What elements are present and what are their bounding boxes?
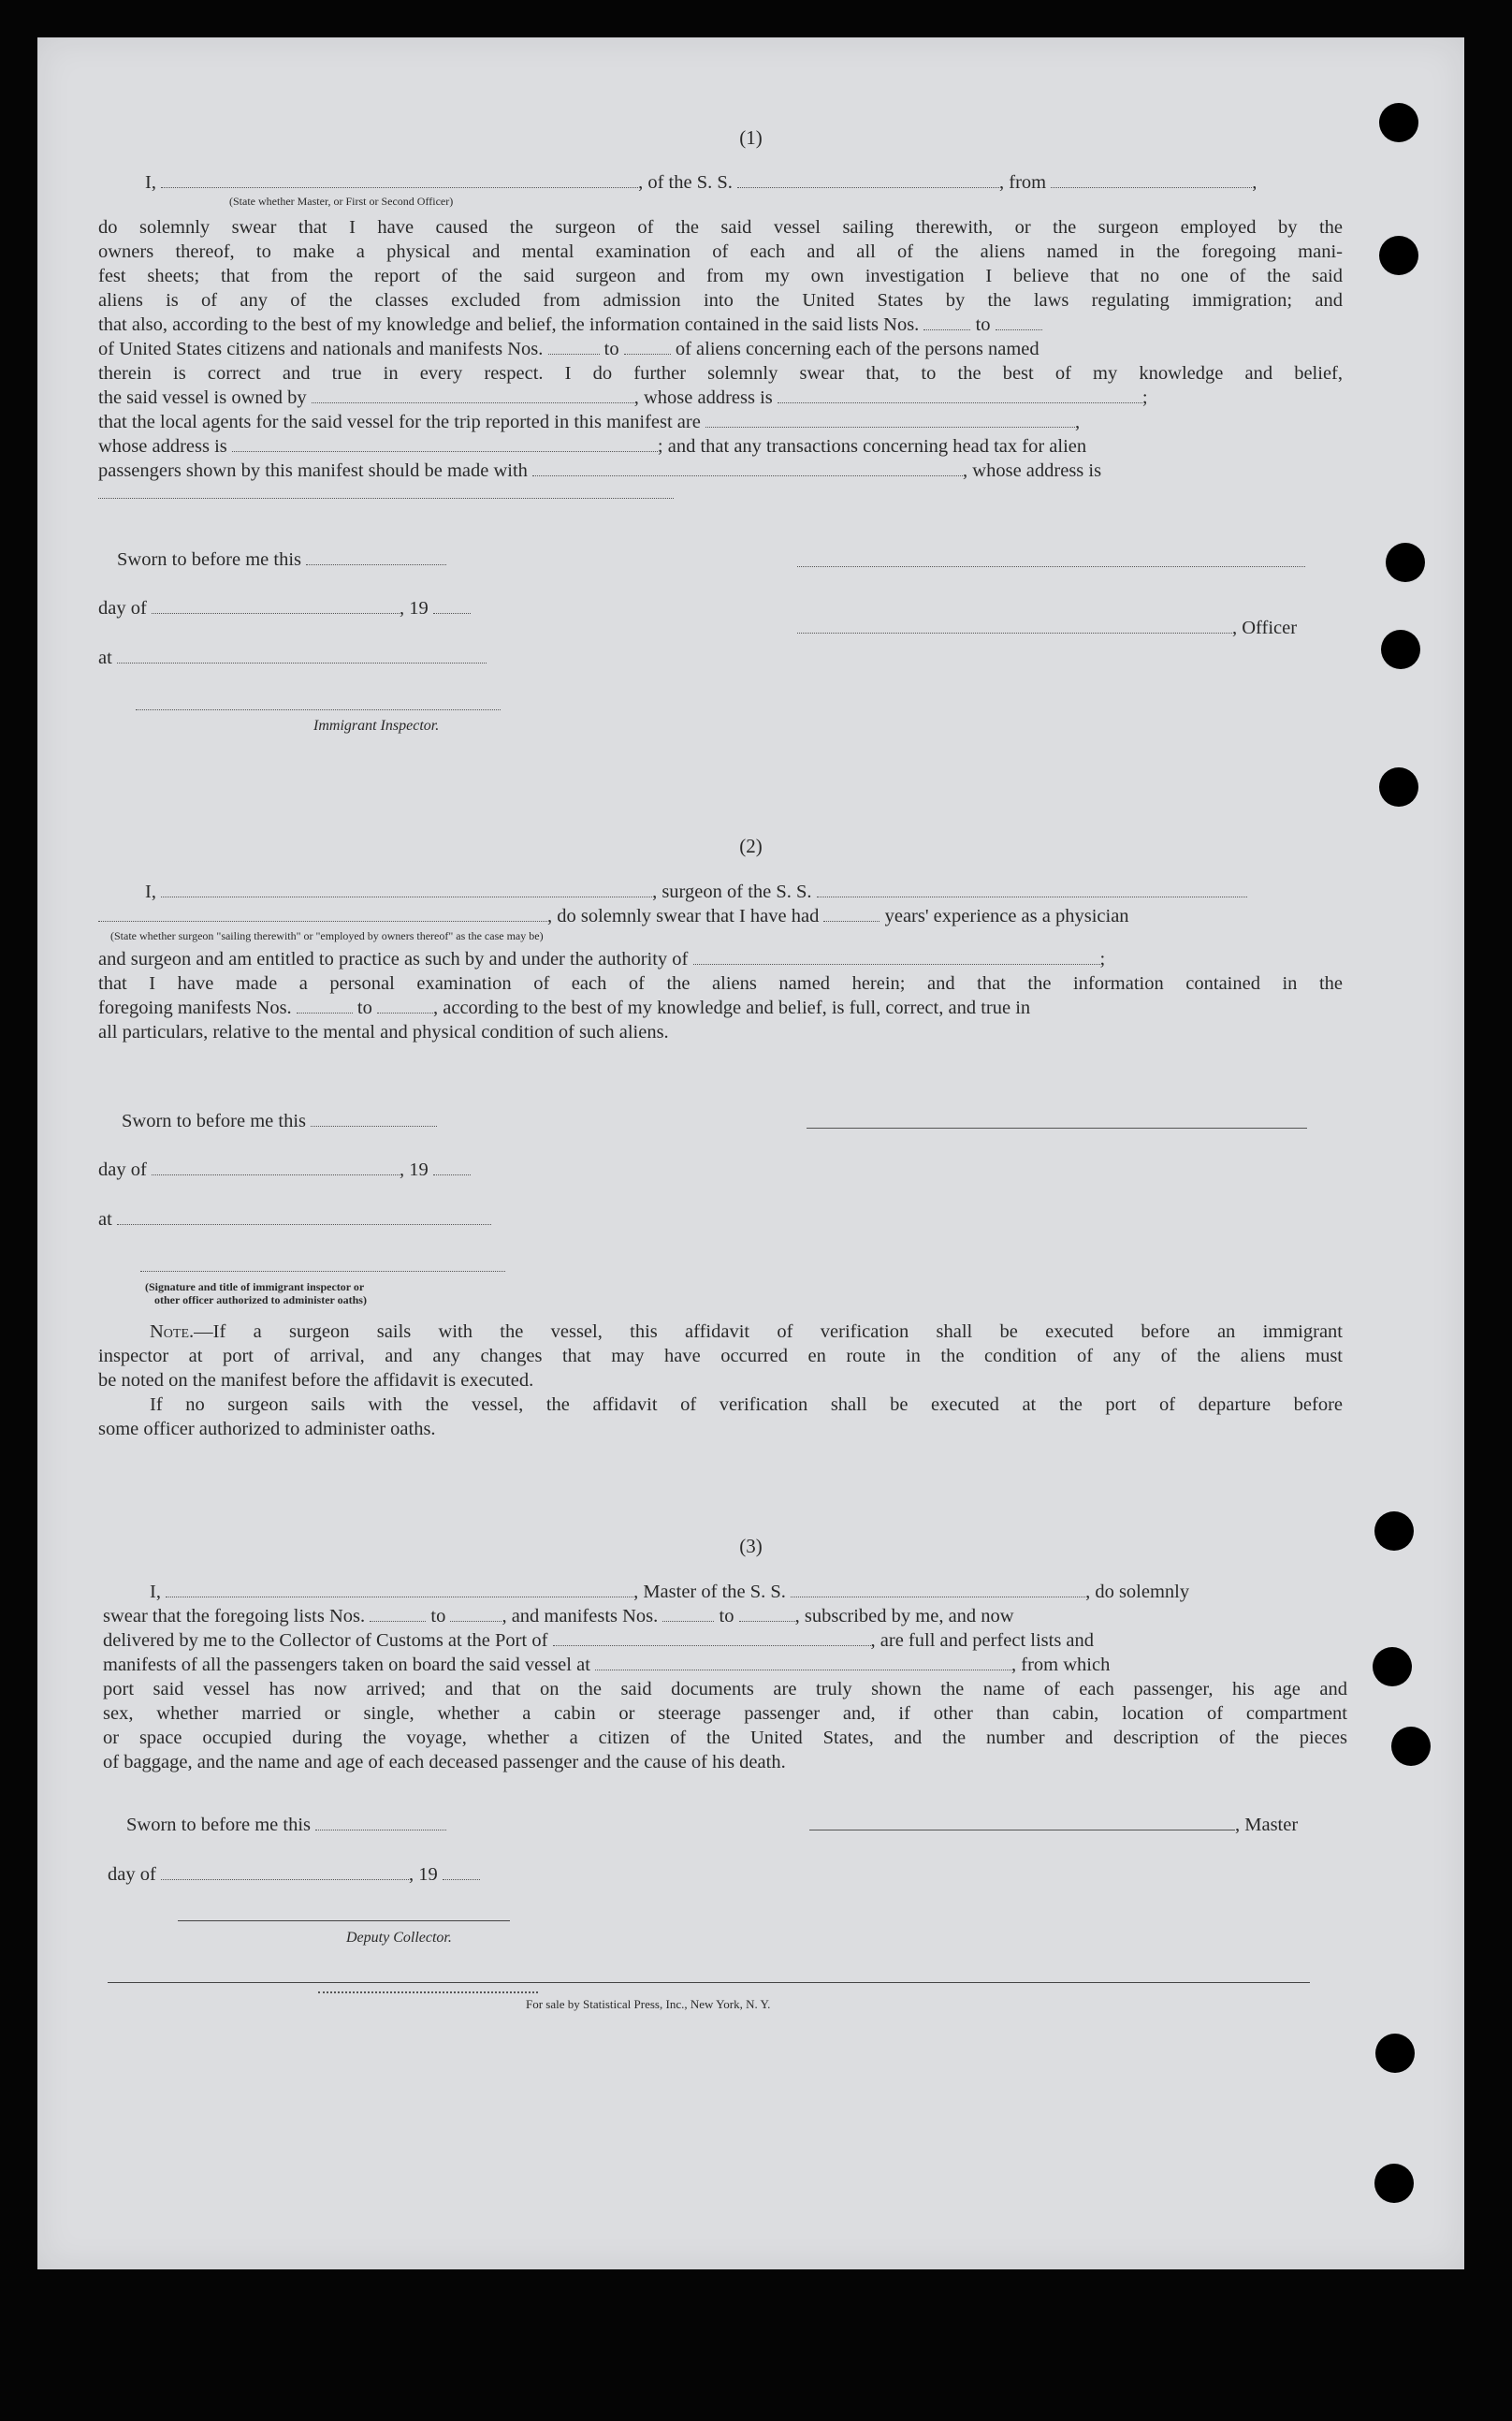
s2-at-line: at [98,1207,491,1232]
punch-hole [1379,103,1418,142]
s2-sig-caption-2: other officer authorized to administer oaths) [154,1293,367,1306]
punch-hole [1386,543,1425,582]
s1-text-4: aliens is of any of the classes excluded from admission into the United States by the laws regulating immigration; and [98,290,1343,311]
s3-text-8: of baggage, and the name and age of each deceased passenger and the cause of his death. [103,1752,786,1772]
footer-dots [318,1991,538,1993]
s2-sailing-field[interactable] [98,904,547,922]
s3-master-sign-field[interactable] [809,1813,1235,1830]
s3-master-name-field[interactable] [166,1580,633,1597]
s2-authority-field[interactable] [693,947,1100,965]
s2-note-3: be noted on the manifest before the affidavit is executed. [98,1370,534,1391]
s1-text-true: therein is correct and true in every respect. I do further solemnly swear that, to the best of my knowledge and belief, [98,363,1343,384]
s2-surgeon-note: (State whether surgeon "sailing therewith" or "employed by owners thereof" as the case may be) [110,929,544,942]
s1-text-1: do solemnly swear that I have caused the surgeon of the said vessel sailing therewith, or the surgeon employed by the [98,217,1343,238]
s1-at-field[interactable] [117,646,487,664]
s1-signature-field[interactable] [797,566,1305,567]
s2-line-2: , do solemnly swear that I have had years' experience as a physician [98,904,1129,928]
s2-day-line: day of , 19 [98,1158,471,1182]
s2-text-6: all particulars, relative to the mental and physical condition of such aliens. [98,1022,669,1043]
s2-ship-field[interactable] [817,880,1247,897]
s1-text-2: owners thereof, to make a physical and mental examination of each and all of the aliens named in the foregoing mani- [98,241,1343,262]
s1-manifests-to-field[interactable] [624,337,671,355]
s3-boarding-port-field[interactable] [595,1653,1011,1670]
s3-ship-field[interactable] [791,1580,1085,1597]
s2-surgeon-name-field[interactable] [161,880,652,897]
s3-port-field[interactable] [553,1628,871,1646]
s1-officer-line: , Officer [797,616,1297,640]
s1-line-1: I, , of the S. S. , from , [145,172,1258,193]
s3-line-4: manifests of all the passengers taken on board the said vessel at , from which [103,1655,1111,1675]
s3-year-field[interactable] [443,1862,480,1880]
s2-day-field[interactable] [152,1158,400,1175]
s2-signature-field[interactable] [807,1128,1307,1129]
s1-year-field[interactable] [433,596,471,614]
s2-manifests-to-field[interactable] [377,996,433,1014]
s1-officer-sign-field[interactable] [797,616,1232,634]
s3-deputy-caption: Deputy Collector. [346,1930,452,1946]
s2-note-1: Note.—If a surgeon sails with the vessel, this affidavit of verification shall be executed before an immigrant [150,1321,1343,1342]
punch-hole [1391,1727,1431,1766]
s2-line-5: foregoing manifests Nos. to , according to the best of my knowledge and belief, is full, correct, and true in [98,998,1031,1018]
s2-note-5: some officer authorized to administer oaths. [98,1419,436,1439]
s3-manifests-to-field[interactable] [739,1604,795,1622]
s1-agents-field[interactable] [705,410,1075,428]
punch-hole [1379,767,1418,807]
s3-day-field[interactable] [161,1862,409,1880]
s3-text-5: port said vessel has now arrived; and that on the said documents are truly shown the name of each passenger, his age and [103,1679,1347,1699]
punch-hole [1373,1647,1412,1686]
s2-sworn-line: Sworn to before me this [122,1109,437,1133]
s2-sworn-field[interactable] [311,1109,437,1127]
s3-line-3: delivered by me to the Collector of Customs at the Port of , are full and perfect lists and [103,1630,1095,1651]
s1-agents-address-field[interactable] [232,434,658,452]
s3-deputy-sign-field[interactable] [178,1920,510,1921]
s2-year-field[interactable] [433,1158,471,1175]
punch-hole [1374,1511,1414,1551]
form-page [37,37,1464,2269]
section-1-number: (1) [739,126,763,149]
s1-headtax-field[interactable] [532,459,963,476]
s1-owned-line: the said vessel is owned by , whose address is ; [98,387,1148,408]
s2-text-4: that I have made a personal examination of each of the aliens named herein; and that the information contained in the [98,973,1343,994]
s1-lists-line: that also, according to the best of my knowledge and belief, the information contained in the said lists Nos. to [98,313,1042,337]
s1-inspector-sign-field[interactable] [136,709,501,710]
s2-line-3: and surgeon and am entitled to practice as such by and under the authority of ; [98,949,1106,970]
s1-from-field[interactable] [1051,170,1252,188]
s1-day-line: day of , 19 [98,596,471,620]
s2-line-1: I, , surgeon of the S. S. [145,880,1247,904]
s1-ship-field[interactable] [737,170,999,188]
s1-sworn-line: Sworn to before me this [117,547,446,572]
s1-manifests-from-field[interactable] [548,337,600,355]
s3-master-line: , Master [809,1813,1298,1837]
s1-agents-line: that the local agents for the said vessel for the trip reported in this manifest are , [98,412,1081,432]
s3-text-6: sex, whether married or single, whether a cabin or steerage passenger and, if other than cabin, location of compartment [103,1703,1347,1724]
section-2-number: (2) [739,835,763,857]
s1-text-3: fest sheets; that from the report of the said surgeon and from my own investigation I believe that no one of the said [98,266,1343,286]
footer-rule [108,1982,1310,1983]
s1-sworn-field[interactable] [306,547,446,565]
section-3-number: (3) [739,1535,763,1557]
s2-at-field[interactable] [117,1207,491,1225]
s2-note-2: inspector at port of arrival, and any changes that may have occurred en route in the condition of any of the aliens must [98,1346,1343,1366]
punch-hole [1374,2164,1414,2203]
s3-sworn-line: Sworn to before me this [126,1813,446,1837]
s1-passengers-line: passengers shown by this manifest should be made with , whose address is [98,460,1102,481]
s3-text-7: or space occupied during the voyage, whether a citizen of the United States, and the number and description of the pieces [103,1728,1347,1748]
s1-headtax-address-field[interactable] [98,498,674,499]
s1-at-line: at [98,646,487,670]
punch-hole [1381,630,1420,669]
s2-inspector-sign-field[interactable] [140,1271,505,1272]
footer-printer: For sale by Statistical Press, Inc., New York, N. Y. [526,1997,771,2011]
s1-lists-from-field[interactable] [923,313,970,330]
punch-hole [1379,236,1418,275]
s1-officer-field[interactable] [161,170,638,188]
s2-sig-caption-1: (Signature and title of immigrant inspector or [145,1280,365,1293]
s2-note-4: If no surgeon sails with the vessel, the affidavit of verification shall be executed at the port of departure before [150,1394,1343,1415]
s1-owner-field[interactable] [312,386,634,403]
s3-sworn-field[interactable] [315,1813,446,1830]
s1-owner-address-field[interactable] [778,386,1142,403]
s1-address-line: whose address is ; and that any transactions concerning head tax for alien [98,436,1087,457]
s3-line-1: I, , Master of the S. S. , do solemnly [150,1582,1190,1602]
s3-line-2: swear that the foregoing lists Nos. to , and manifests Nos. to , subscribed by me, and now [103,1606,1014,1626]
punch-hole [1375,2034,1415,2073]
s3-lists-from-field[interactable] [370,1604,426,1622]
s2-manifests-from-field[interactable] [297,996,353,1014]
s3-lists-to-field[interactable] [450,1604,502,1622]
s3-day-line: day of , 19 [108,1862,480,1887]
s1-officer-note: (State whether Master, or First or Second Officer) [229,195,454,208]
s2-years-field[interactable] [823,904,880,922]
s1-us-line: of United States citizens and nationals and manifests Nos. to of aliens concerning each of the persons named [98,339,1040,359]
s3-manifests-from-field[interactable] [662,1604,714,1622]
s1-lists-to-field[interactable] [996,313,1042,330]
s1-day-field[interactable] [152,596,400,614]
s1-inspector-caption: Immigrant Inspector. [313,718,440,734]
